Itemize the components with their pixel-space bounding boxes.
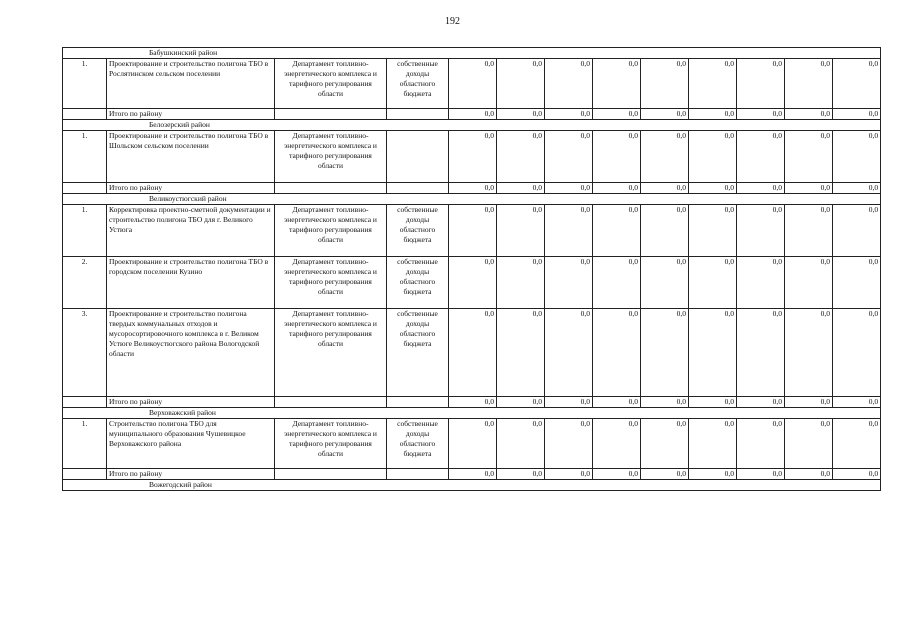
total-value: 0,0 (545, 397, 593, 408)
district-header-row (63, 408, 881, 419)
district-total-row (63, 469, 881, 480)
total-value: 0,0 (641, 397, 689, 408)
funding-value: 0,0 (449, 419, 497, 469)
funding-value: 0,0 (545, 59, 593, 109)
district-name: Верховажский район (63, 408, 881, 419)
funding-value: 0,0 (689, 205, 737, 257)
funding-source (387, 131, 449, 183)
total-number-cell (63, 109, 107, 120)
total-value: 0,0 (449, 469, 497, 480)
project-row (63, 131, 881, 183)
total-value: 0,0 (833, 397, 881, 408)
funding-value: 0,0 (497, 309, 545, 397)
funding-value: 0,0 (689, 257, 737, 309)
district-total-row (63, 183, 881, 194)
district-name: Вожегодский район (63, 480, 881, 491)
total-value: 0,0 (689, 397, 737, 408)
funding-source: собственные доходы областного бюджета (387, 59, 449, 109)
total-value: 0,0 (785, 109, 833, 120)
total-value: 0,0 (497, 397, 545, 408)
project-row (63, 59, 881, 109)
total-value: 0,0 (737, 183, 785, 194)
funding-source: собственные доходы областного бюджета (387, 419, 449, 469)
project-description: Проектирование и строительство полигона твердых коммунальных отходов и мусоросортировочного комплекса в г. Великом Устюге Великоустюгского района Вологодской области (107, 309, 275, 397)
total-value: 0,0 (449, 397, 497, 408)
total-value: 0,0 (545, 469, 593, 480)
total-number-cell (63, 397, 107, 408)
funding-value: 0,0 (833, 205, 881, 257)
funding-value: 0,0 (785, 309, 833, 397)
funding-value: 0,0 (497, 59, 545, 109)
funding-value: 0,0 (641, 309, 689, 397)
funding-value: 0,0 (689, 59, 737, 109)
funding-value: 0,0 (737, 131, 785, 183)
funding-value: 0,0 (737, 257, 785, 309)
total-label: Итого по району (107, 183, 275, 194)
funding-value: 0,0 (545, 131, 593, 183)
funding-value: 0,0 (785, 59, 833, 109)
total-value: 0,0 (833, 469, 881, 480)
funding-value: 0,0 (497, 419, 545, 469)
project-number: 1. (63, 205, 107, 257)
total-department-cell (275, 469, 387, 480)
total-source-cell (387, 183, 449, 194)
total-value: 0,0 (785, 469, 833, 480)
total-department-cell (275, 183, 387, 194)
funding-value: 0,0 (449, 131, 497, 183)
funding-value: 0,0 (593, 205, 641, 257)
funding-value: 0,0 (833, 257, 881, 309)
funding-value: 0,0 (545, 257, 593, 309)
funding-value: 0,0 (689, 309, 737, 397)
funding-value: 0,0 (833, 309, 881, 397)
total-source-cell (387, 109, 449, 120)
total-value: 0,0 (545, 183, 593, 194)
project-number: 1. (63, 131, 107, 183)
total-value: 0,0 (449, 183, 497, 194)
funding-value: 0,0 (545, 309, 593, 397)
total-label: Итого по району (107, 469, 275, 480)
total-value: 0,0 (737, 397, 785, 408)
funding-value: 0,0 (545, 205, 593, 257)
funding-value: 0,0 (785, 205, 833, 257)
project-number: 1. (63, 419, 107, 469)
funding-value: 0,0 (737, 419, 785, 469)
funding-value: 0,0 (593, 59, 641, 109)
funding-value: 0,0 (593, 257, 641, 309)
total-value: 0,0 (497, 469, 545, 480)
project-description: Корректировка проектно-сметной документации и строительство полигона ТБО для г. Великого Устюга (107, 205, 275, 257)
funding-value: 0,0 (497, 131, 545, 183)
funding-value: 0,0 (641, 131, 689, 183)
total-department-cell (275, 397, 387, 408)
funding-value: 0,0 (593, 131, 641, 183)
district-header-row (63, 48, 881, 59)
funding-value: 0,0 (833, 59, 881, 109)
total-source-cell (387, 397, 449, 408)
funding-value: 0,0 (833, 419, 881, 469)
project-description: Проектирование и строительство полигона ТБО в Шольском сельском поселении (107, 131, 275, 183)
total-value: 0,0 (833, 109, 881, 120)
total-value: 0,0 (593, 183, 641, 194)
funding-value: 0,0 (497, 205, 545, 257)
district-header-row (63, 480, 881, 491)
funding-value: 0,0 (737, 309, 785, 397)
total-label: Итого по району (107, 109, 275, 120)
project-number: 1. (63, 59, 107, 109)
total-value: 0,0 (833, 183, 881, 194)
responsible-department: Департамент топливно-энергетического комплекса и тарифного регулирования области (275, 131, 387, 183)
funding-value: 0,0 (449, 257, 497, 309)
funding-value: 0,0 (689, 419, 737, 469)
funding-source: собственные доходы областного бюджета (387, 205, 449, 257)
funding-value: 0,0 (737, 59, 785, 109)
district-total-row (63, 397, 881, 408)
funding-source: собственные доходы областного бюджета (387, 257, 449, 309)
district-name: Бабушкинский район (63, 48, 881, 59)
total-label: Итого по району (107, 397, 275, 408)
total-number-cell (63, 469, 107, 480)
total-value: 0,0 (641, 183, 689, 194)
total-value: 0,0 (497, 183, 545, 194)
total-number-cell (63, 183, 107, 194)
project-row (63, 309, 881, 397)
project-description: Проектирование и строительство полигона ТБО в городском поселении Кузино (107, 257, 275, 309)
funding-value: 0,0 (593, 309, 641, 397)
funding-value: 0,0 (497, 257, 545, 309)
total-value: 0,0 (593, 397, 641, 408)
total-department-cell (275, 109, 387, 120)
total-value: 0,0 (689, 469, 737, 480)
funding-value: 0,0 (833, 131, 881, 183)
funding-value: 0,0 (785, 419, 833, 469)
responsible-department: Департамент топливно-энергетического комплекса и тарифного регулирования области (275, 419, 387, 469)
funding-value: 0,0 (449, 205, 497, 257)
total-value: 0,0 (593, 109, 641, 120)
district-name: Белозерский район (63, 120, 881, 131)
funding-value: 0,0 (785, 257, 833, 309)
program-table (62, 47, 881, 491)
total-value: 0,0 (785, 397, 833, 408)
district-header-row (63, 120, 881, 131)
total-value: 0,0 (689, 109, 737, 120)
funding-value: 0,0 (449, 59, 497, 109)
district-header-row (63, 194, 881, 205)
total-value: 0,0 (593, 469, 641, 480)
responsible-department: Департамент топливно-энергетического комплекса и тарифного регулирования области (275, 205, 387, 257)
total-value: 0,0 (641, 469, 689, 480)
funding-value: 0,0 (737, 205, 785, 257)
project-number: 2. (63, 257, 107, 309)
total-value: 0,0 (737, 109, 785, 120)
funding-value: 0,0 (641, 419, 689, 469)
funding-value: 0,0 (689, 131, 737, 183)
page-number: 192 (445, 16, 460, 27)
project-row (63, 419, 881, 469)
total-value: 0,0 (737, 469, 785, 480)
funding-value: 0,0 (641, 205, 689, 257)
project-description: Проектирование и строительство полигона ТБО в Рослятинском сельском поселении (107, 59, 275, 109)
project-row (63, 205, 881, 257)
funding-value: 0,0 (545, 419, 593, 469)
total-value: 0,0 (641, 109, 689, 120)
district-total-row (63, 109, 881, 120)
total-value: 0,0 (545, 109, 593, 120)
total-source-cell (387, 469, 449, 480)
funding-value: 0,0 (449, 309, 497, 397)
total-value: 0,0 (689, 183, 737, 194)
project-number: 3. (63, 309, 107, 397)
funding-value: 0,0 (785, 131, 833, 183)
funding-value: 0,0 (593, 419, 641, 469)
funding-value: 0,0 (641, 59, 689, 109)
responsible-department: Департамент топливно-энергетического комплекса и тарифного регулирования области (275, 257, 387, 309)
funding-value: 0,0 (641, 257, 689, 309)
project-description: Строительство полигона ТБО для муниципального образования Чушевицкое Верховажского района (107, 419, 275, 469)
funding-source: собственные доходы областного бюджета (387, 309, 449, 397)
total-value: 0,0 (449, 109, 497, 120)
district-name: Великоустюгский район (63, 194, 881, 205)
responsible-department: Департамент топливно-энергетического комплекса и тарифного регулирования области (275, 309, 387, 397)
project-row (63, 257, 881, 309)
total-value: 0,0 (497, 109, 545, 120)
total-value: 0,0 (785, 183, 833, 194)
responsible-department: Департамент топливно-энергетического комплекса и тарифного регулирования области (275, 59, 387, 109)
